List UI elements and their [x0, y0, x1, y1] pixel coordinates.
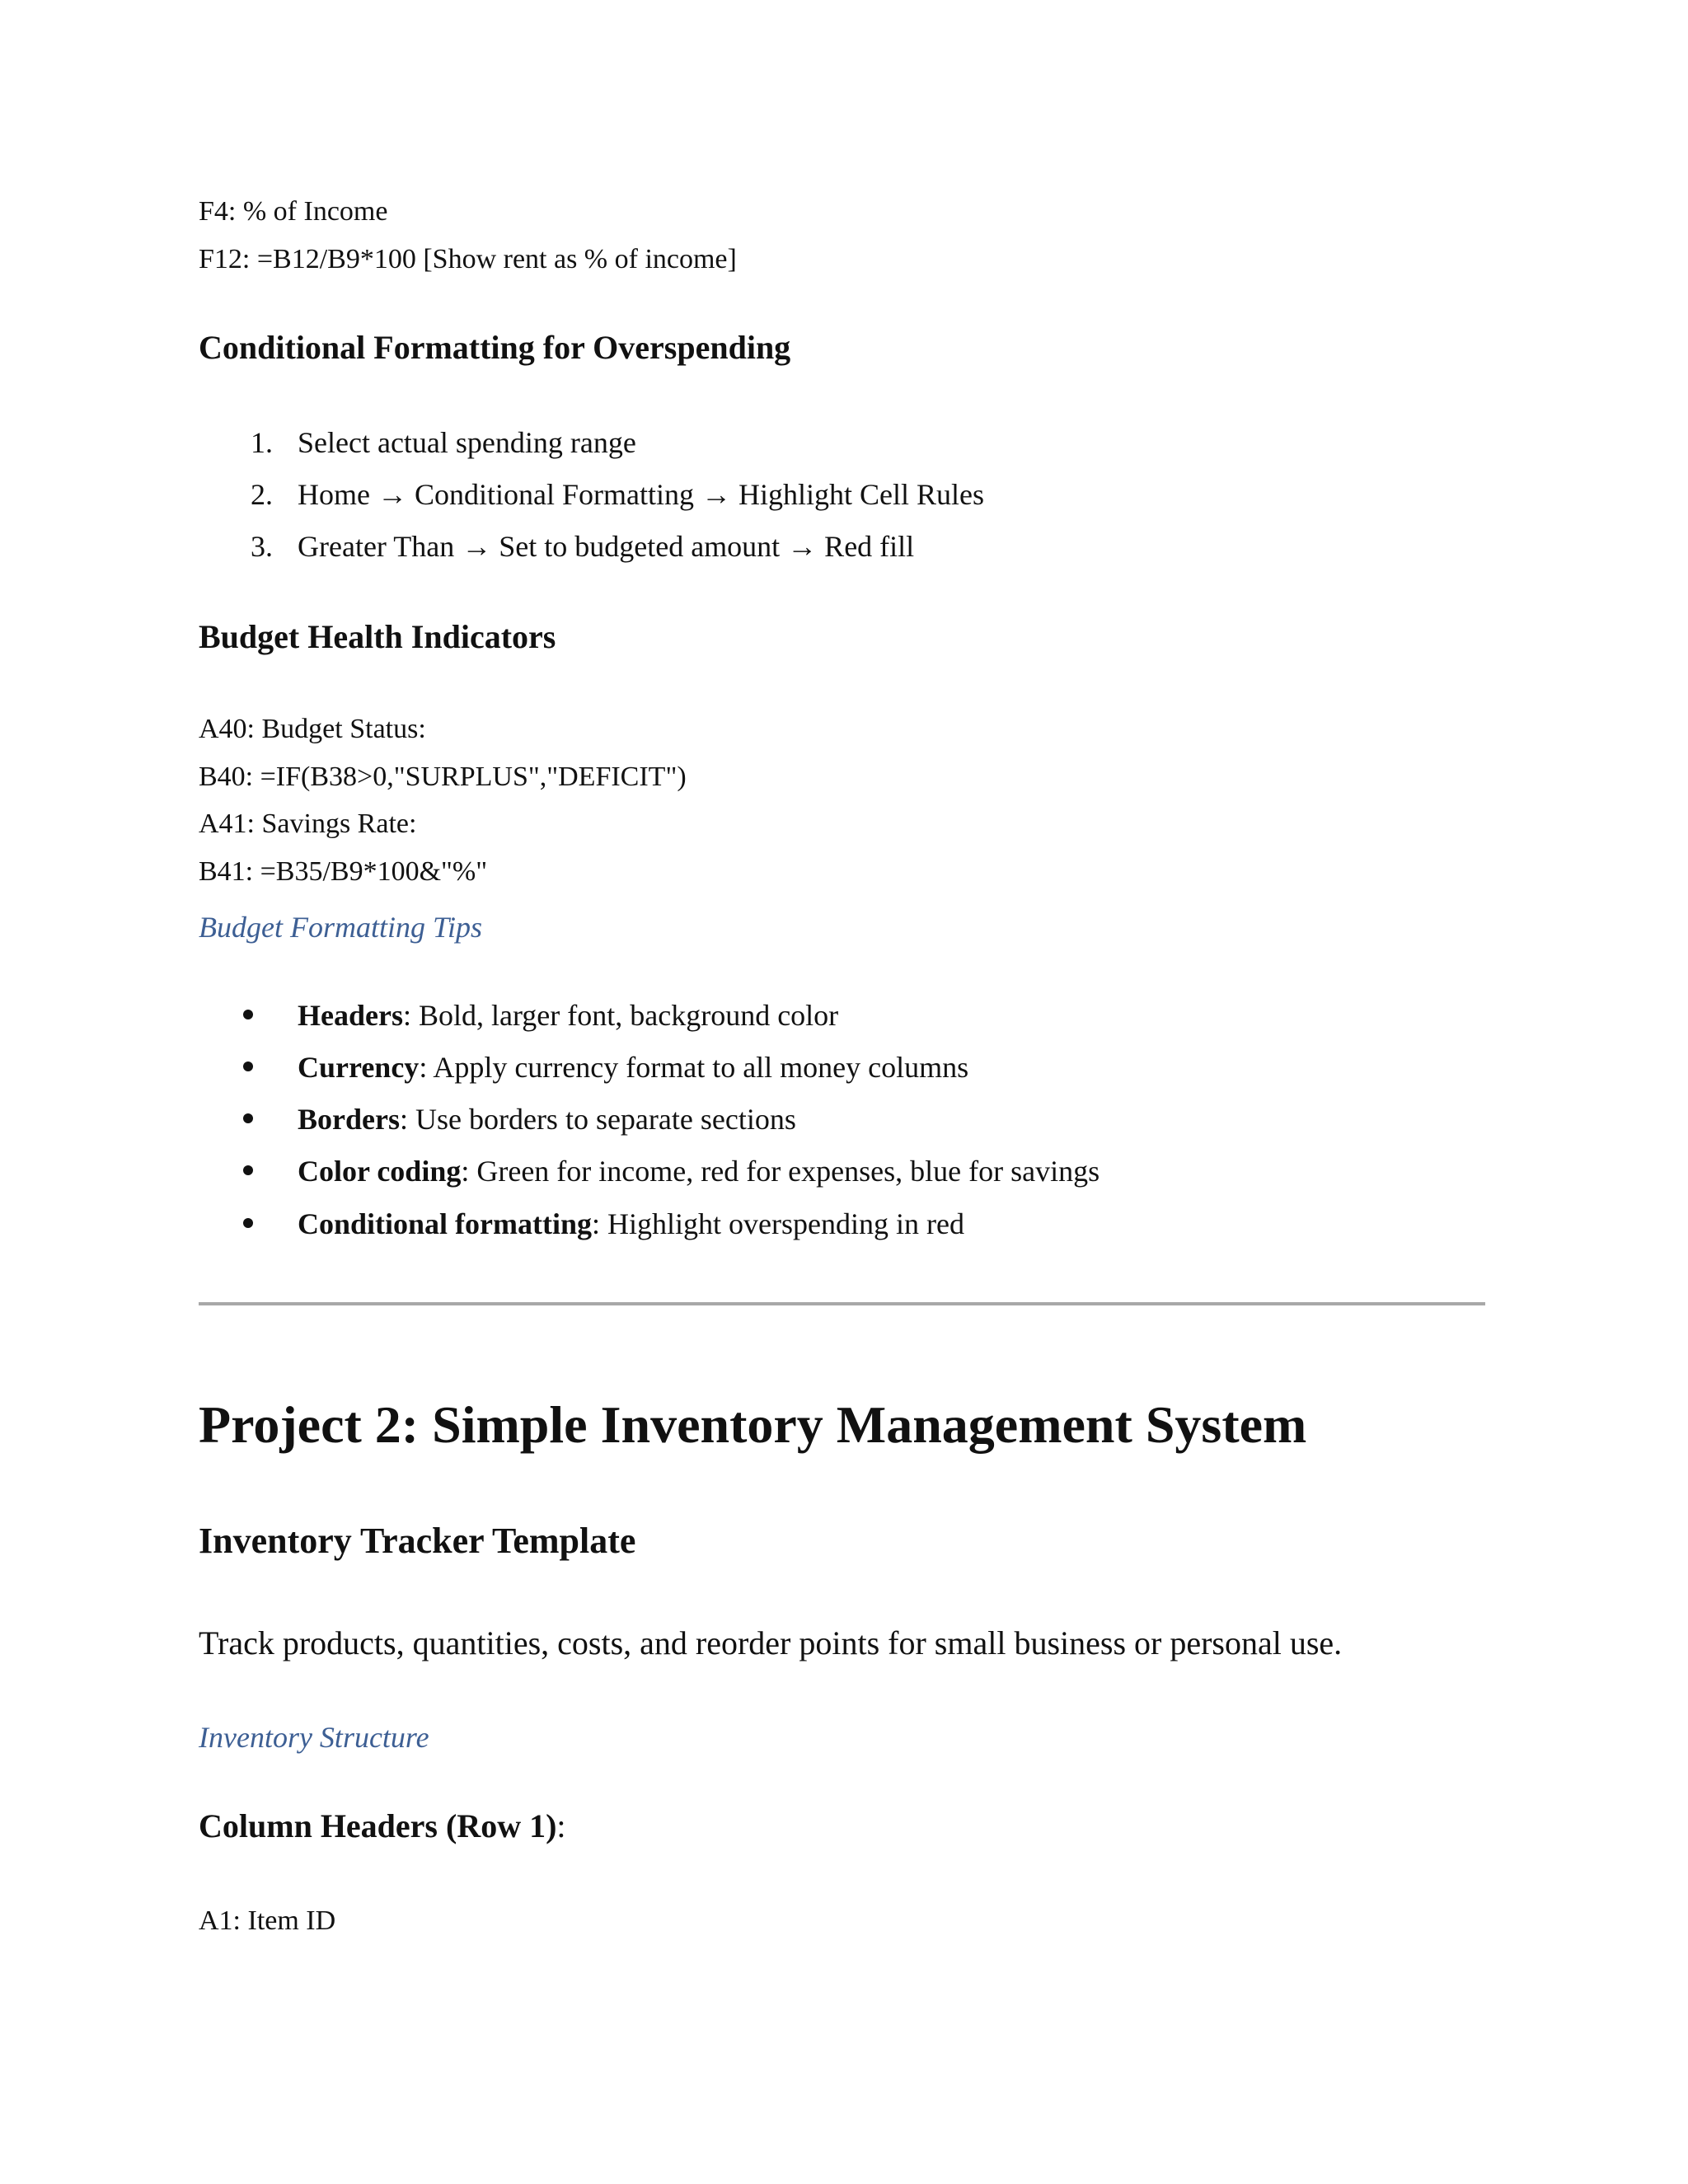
cell-line-a40: A40: Budget Status: — [199, 714, 426, 744]
tip-term: Borders — [298, 1103, 400, 1136]
cell-line-f12: F12: =B12/B9*100 [Show rent as % of income] — [199, 244, 737, 274]
list-item-number: 1. — [251, 426, 273, 459]
tip-description: : Highlight overspending in red — [592, 1207, 964, 1240]
bullet-icon — [243, 1113, 253, 1123]
tip-term: Conditional formatting — [298, 1207, 593, 1240]
cell-line-b40: B40: =IF(B38>0,"SURPLUS","DEFICIT") — [199, 762, 687, 792]
inventory-description: Track products, quantities, costs, and reorder points for small business or personal use. — [199, 1624, 1343, 1661]
cell-line-a1: A1: Item ID — [199, 1905, 336, 1936]
cell-line-f4: F4: % of Income — [199, 196, 388, 227]
bullet-icon — [243, 1165, 253, 1175]
cell-line-a41: A41: Savings Rate: — [199, 808, 417, 839]
list-item-text: Greater Than → Set to budgeted amount → Red fill — [298, 530, 915, 563]
tip-description: : Green for income, red for expenses, blue for savings — [461, 1155, 1100, 1188]
column-headers-heading — [199, 1807, 566, 1846]
tip-term: Currency — [298, 1051, 420, 1084]
list-item-text: Select actual spending range — [298, 426, 636, 459]
cell-line-b41: B41: =B35/B9*100&"%" — [199, 856, 488, 887]
budget-health-heading: Budget Health Indicators — [199, 618, 556, 655]
project-2-title: Project 2: Simple Inventory Management System — [199, 1395, 1307, 1454]
bullet-icon — [243, 1062, 253, 1071]
column-headers-heading-colon: : — [556, 1807, 566, 1844]
tip-term: Headers — [298, 999, 403, 1032]
list-item-text: Home → Conditional Formatting → Highlight Cell Rules — [298, 478, 984, 511]
column-headers-heading-bold: Column Headers (Row 1) — [199, 1807, 557, 1844]
tip-term: Color coding — [298, 1155, 462, 1188]
tip-description: : Bold, larger font, background color — [402, 999, 839, 1032]
formatting-tips-heading: Budget Formatting Tips — [199, 911, 483, 944]
tip-description: : Use borders to separate sections — [399, 1103, 796, 1136]
list-item-number: 2. — [251, 478, 273, 511]
bullet-icon — [243, 1010, 253, 1019]
inventory-structure-heading: Inventory Structure — [199, 1721, 429, 1754]
bullet-icon — [243, 1218, 253, 1228]
horizontal-divider — [199, 1302, 1485, 1305]
list-item-number: 3. — [251, 530, 273, 563]
tip-description: : Apply currency format to all money columns — [419, 1051, 969, 1084]
inventory-tracker-heading: Inventory Tracker Template — [199, 1521, 636, 1561]
conditional-formatting-heading: Conditional Formatting for Overspending — [199, 329, 791, 366]
